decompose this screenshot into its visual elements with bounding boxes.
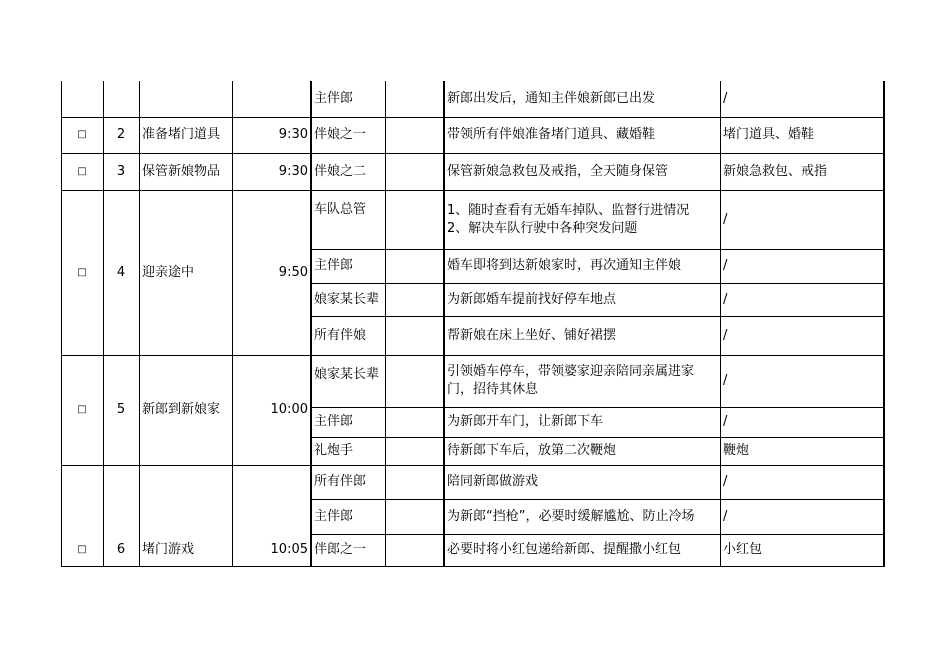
items-cell: 小红包 [723, 542, 763, 557]
group-border [61, 566, 884, 567]
checkbox-icon[interactable]: □ [77, 544, 87, 555]
items-cell: / [723, 509, 728, 524]
task-detail: 待新郎下车后，放第二次鞭炮 [447, 443, 617, 458]
group-border [61, 117, 884, 118]
task-title: 保管新娘物品 [142, 164, 221, 179]
task-detail: 新郎出发后，通知主伴娘新郎已出发 [447, 91, 656, 106]
task-title: 堵门游戏 [142, 542, 195, 557]
items-cell: 堵门道具、婚鞋 [723, 127, 815, 142]
group-border [61, 190, 884, 191]
items-cell: / [723, 212, 728, 227]
checkbox-icon[interactable]: □ [77, 404, 87, 415]
items-cell: / [723, 414, 728, 429]
role-cell: 所有伴郎 [314, 474, 367, 489]
task-detail: 帮新娘在床上坐好、铺好裙摆 [447, 328, 617, 343]
role-cell: 娘家某长辈 [314, 292, 380, 307]
task-time: 10:00 [270, 402, 308, 417]
items-cell: / [723, 373, 728, 388]
subrow-border [310, 437, 884, 438]
task-title: 新郎到新娘家 [142, 402, 221, 417]
role-cell: 所有伴娘 [314, 328, 367, 343]
task-detail: 带领所有伴娘准备堵门道具、藏婚鞋 [447, 127, 656, 142]
role-cell: 伴娘之二 [314, 164, 367, 179]
subrow-border [310, 534, 884, 535]
task-detail: 婚车即将到达新娘家时，再次通知主伴娘 [447, 258, 682, 273]
items-cell: / [723, 292, 728, 307]
group-border [61, 153, 884, 154]
task-time: 9:30 [278, 127, 308, 142]
role-cell: 主伴郎 [314, 509, 354, 524]
group-border [61, 465, 884, 466]
role-cell: 礼炮手 [314, 443, 354, 458]
items-cell: / [723, 258, 728, 273]
row-number: 2 [116, 127, 126, 142]
role-cell: 主伴郎 [314, 91, 354, 106]
subrow-border [310, 249, 884, 250]
role-cell: 伴郎之一 [314, 542, 367, 557]
items-cell: 新娘急救包、戒指 [723, 164, 828, 179]
role-cell: 娘家某长辈 [314, 367, 380, 382]
row-number: 5 [116, 402, 126, 417]
task-time: 9:50 [278, 265, 308, 280]
task-detail: 为新郎“挡枪”，必要时缓解尴尬、防止冷场 [447, 509, 695, 524]
task-title: 迎亲途中 [142, 265, 195, 280]
items-cell: / [723, 91, 728, 106]
subrow-border [310, 316, 884, 317]
task-detail: 为新郎开车门，让新郎下车 [447, 414, 604, 429]
subrow-border [310, 283, 884, 284]
task-detail: 1、随时查看有无婚车掉队、监督行进情况 2、解决车队行驶中各种突发问题 [447, 203, 690, 236]
items-cell: / [723, 474, 728, 489]
role-cell: 主伴郎 [314, 414, 354, 429]
checkbox-icon[interactable]: □ [77, 166, 87, 177]
checkbox-icon[interactable]: □ [77, 267, 87, 278]
task-title: 准备堵门道具 [142, 127, 221, 142]
group-border [61, 355, 884, 356]
row-number: 6 [116, 542, 126, 557]
items-cell: 鞭炮 [723, 443, 750, 458]
subrow-border [310, 407, 884, 408]
checkbox-icon[interactable]: □ [77, 129, 87, 140]
task-time: 9:30 [278, 164, 308, 179]
role-cell: 伴娘之一 [314, 127, 367, 142]
role-cell: 主伴郎 [314, 258, 354, 273]
role-cell: 车队总管 [314, 202, 367, 217]
task-detail: 为新郎婚车提前找好停车地点 [447, 292, 617, 307]
items-cell: / [723, 328, 728, 343]
task-time: 10:05 [270, 542, 308, 557]
task-detail: 保管新娘急救包及戒指，全天随身保管 [447, 164, 669, 179]
task-detail: 陪同新郎做游戏 [447, 474, 539, 489]
task-detail: 必要时将小红包递给新郎、提醒撒小红包 [447, 542, 682, 557]
row-number: 3 [116, 164, 126, 179]
subrow-border [310, 499, 884, 500]
task-detail: 引领婚车停车，带领婆家迎亲陪同亲属进家 门，招待其休息 [447, 364, 695, 397]
row-number: 4 [116, 265, 126, 280]
